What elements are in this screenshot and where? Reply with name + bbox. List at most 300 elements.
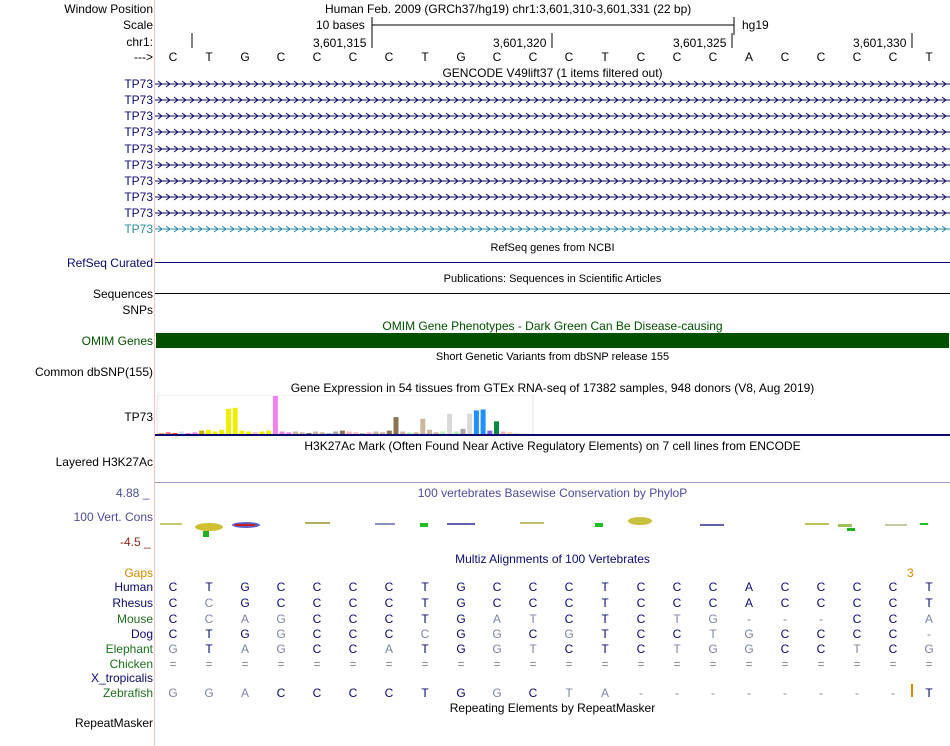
aligned-base: = xyxy=(421,657,429,671)
sequence-base: G xyxy=(240,50,250,64)
coord-ticks xyxy=(155,32,950,50)
aligned-base: G xyxy=(492,686,502,700)
aligned-base: = xyxy=(637,657,645,671)
aligned-base: C xyxy=(816,627,826,641)
species-label: Human xyxy=(114,580,153,594)
aligned-base: = xyxy=(817,657,825,671)
aligned-base: C xyxy=(384,596,394,610)
aligned-base: = xyxy=(241,657,249,671)
gencode-transcript-line[interactable] xyxy=(155,177,950,185)
repeatmasker-track-title[interactable]: Repeating Elements by RepeatMasker xyxy=(449,701,656,715)
aligned-base: = xyxy=(709,657,717,671)
gaps-label: Gaps xyxy=(124,566,153,580)
aligned-base: C xyxy=(312,627,322,641)
refseq-track-label[interactable]: RefSeq Curated xyxy=(66,256,153,270)
coord-label: 3,601,320 xyxy=(493,36,547,50)
aligned-base: C xyxy=(888,612,898,626)
aligned-base: T xyxy=(673,612,681,626)
aligned-base: T xyxy=(925,686,933,700)
gtex-track-title[interactable]: Gene Expression in 54 tissues from GTEx RNA-seq of 17382 samples, 948 donors (V8, Aug 2019) xyxy=(290,381,815,395)
h3k27ac-track-title[interactable]: H3K27Ac Mark (Often Found Near Active Regulatory Elements) on 7 cell lines from ENCODE xyxy=(304,439,801,453)
gtex-tissue-bar[interactable] xyxy=(487,431,492,434)
gencode-transcript-line[interactable] xyxy=(155,128,950,136)
aligned-base: = xyxy=(853,657,861,671)
gtex-tissue-bar[interactable] xyxy=(387,431,392,434)
gtex-tissue-bar[interactable] xyxy=(414,432,419,434)
species-label: Elephant xyxy=(105,642,153,656)
gencode-transcript-line[interactable] xyxy=(155,145,950,153)
aligned-base: G xyxy=(168,642,178,656)
aligned-base: C xyxy=(780,580,790,594)
gtex-tissue-bar[interactable] xyxy=(280,432,285,435)
gtex-tissue-bar[interactable] xyxy=(514,433,519,434)
aligned-base: T xyxy=(925,596,933,610)
species-label: Mouse xyxy=(116,612,153,626)
aligned-base: A xyxy=(492,612,501,626)
gtex-track-label[interactable]: TP73 xyxy=(124,410,153,424)
aligned-base: = xyxy=(745,657,753,671)
aligned-base: - xyxy=(783,612,787,626)
species-label: Chicken xyxy=(109,657,153,671)
gencode-transcript-label[interactable]: TP73 xyxy=(124,206,153,220)
aligned-base: C xyxy=(528,686,538,700)
aligned-base: = xyxy=(385,657,393,671)
gtex-tissue-bar[interactable] xyxy=(300,432,305,434)
dbsnp-track-label[interactable]: Common dbSNP(155) xyxy=(34,365,153,379)
aligned-base: - xyxy=(891,686,895,700)
sequence-base: C xyxy=(276,50,286,64)
sequence-base: C xyxy=(168,50,178,64)
gencode-transcript-line[interactable] xyxy=(155,225,950,233)
chrom-label: chr1: xyxy=(126,35,153,49)
aligned-base: C xyxy=(168,580,178,594)
aligned-base: T xyxy=(421,580,429,594)
aligned-base: - xyxy=(639,686,643,700)
assembly-label: hg19 xyxy=(742,18,769,32)
sequence-base: T xyxy=(205,50,213,64)
gtex-expression-chart[interactable] xyxy=(155,395,950,437)
aligned-base: G xyxy=(240,580,250,594)
h3k27ac-baseline xyxy=(155,482,950,483)
aligned-base: C xyxy=(276,596,286,610)
gencode-transcript-label[interactable]: TP73 xyxy=(124,190,153,204)
gtex-tissue-bar[interactable] xyxy=(233,408,238,434)
aligned-base: G xyxy=(456,596,466,610)
gtex-tissue-bar[interactable] xyxy=(219,430,224,434)
aligned-base: = xyxy=(925,657,933,671)
aligned-base: C xyxy=(672,627,682,641)
aligned-base: C xyxy=(672,596,682,610)
aligned-base: C xyxy=(816,596,826,610)
scale-value: 10 bases xyxy=(316,18,365,32)
window-position-value: Human Feb. 2009 (GRCh37/hg19) chr1:3,601,310-3,601,331 (22 bp) xyxy=(325,2,692,16)
aligned-base: C xyxy=(564,642,574,656)
aligned-base: - xyxy=(855,686,859,700)
aligned-base: C xyxy=(564,580,574,594)
snps-track-label[interactable]: SNPs xyxy=(122,303,153,317)
aligned-base: C xyxy=(348,627,358,641)
gencode-transcript-label[interactable]: TP73 xyxy=(124,142,153,156)
aligned-base: = xyxy=(493,657,501,671)
sequence-base: C xyxy=(816,50,826,64)
aligned-base: C xyxy=(168,627,178,641)
aligned-base: C xyxy=(888,642,898,656)
scale-label: Scale xyxy=(122,18,153,32)
gtex-tissue-bar[interactable] xyxy=(246,432,251,435)
gtex-tissue-bar[interactable] xyxy=(407,432,412,434)
coord-label: 3,601,315 xyxy=(313,36,367,50)
aligned-base: T xyxy=(421,642,429,656)
aligned-base: C xyxy=(636,627,646,641)
gtex-tissue-bar[interactable] xyxy=(461,429,466,434)
aligned-base: C xyxy=(312,642,322,656)
aligned-base: C xyxy=(348,686,358,700)
gtex-tissue-bar[interactable] xyxy=(266,431,271,434)
aligned-base: T xyxy=(709,627,717,641)
gencode-transcript-label[interactable]: TP73 xyxy=(124,93,153,107)
aligned-base: - xyxy=(819,686,823,700)
aligned-base: G xyxy=(204,686,214,700)
aligned-base: T xyxy=(565,686,573,700)
gtex-tissue-bar[interactable] xyxy=(373,432,378,435)
aligned-base: T xyxy=(529,612,537,626)
aligned-base: = xyxy=(565,657,573,671)
aligned-base: G xyxy=(456,612,466,626)
aligned-base: C xyxy=(852,612,862,626)
aligned-base: = xyxy=(349,657,357,671)
gap-insertion-marker xyxy=(911,684,913,697)
aligned-base: T xyxy=(601,627,609,641)
aligned-base: C xyxy=(636,642,646,656)
aligned-base: G xyxy=(456,580,466,594)
gtex-tissue-bar[interactable] xyxy=(394,417,399,434)
sequence-base: C xyxy=(708,50,718,64)
h3k27ac-track-label[interactable]: Layered H3K27Ac xyxy=(55,455,153,469)
gtex-tissue-bar[interactable] xyxy=(507,432,512,434)
sequence-base: T xyxy=(421,50,429,64)
aligned-base: G xyxy=(276,612,286,626)
aligned-base: C xyxy=(528,580,538,594)
gtex-tissue-bar[interactable] xyxy=(213,432,218,435)
sequence-base: A xyxy=(744,50,753,64)
aligned-base: T xyxy=(205,627,213,641)
species-label: X_tropicalis xyxy=(90,671,153,685)
aligned-base: C xyxy=(348,596,358,610)
aligned-base: G xyxy=(564,627,574,641)
aligned-base: G xyxy=(276,627,286,641)
aligned-base: G xyxy=(492,642,502,656)
aligned-base: C xyxy=(888,580,898,594)
aligned-base: T xyxy=(925,580,933,594)
gtex-tissue-bar[interactable] xyxy=(166,432,171,434)
dbsnp-track-title[interactable]: Short Genetic Variants from dbSNP release 155 xyxy=(435,351,670,363)
omim-track-title[interactable]: OMIM Gene Phenotypes - Dark Green Can Be Disease-causing xyxy=(382,319,723,333)
aligned-base: C xyxy=(852,627,862,641)
aligned-base: T xyxy=(529,642,537,656)
publications-track-title[interactable]: Publications: Sequences in Scientific Articles xyxy=(443,273,662,285)
gtex-tissue-bar[interactable] xyxy=(206,430,211,434)
gencode-transcript-label[interactable]: TP73 xyxy=(124,77,153,91)
aligned-base: A xyxy=(240,686,249,700)
aligned-base: C xyxy=(888,627,898,641)
aligned-base: T xyxy=(421,612,429,626)
sequence-base: C xyxy=(492,50,502,64)
aligned-base: C xyxy=(420,627,430,641)
phylop-max-label: 4.88 _ xyxy=(116,486,150,500)
aligned-base: - xyxy=(747,686,751,700)
aligned-base: C xyxy=(636,596,646,610)
omim-gene-bar[interactable] xyxy=(156,333,949,348)
aligned-base: G xyxy=(240,627,250,641)
species-label: Zebrafish xyxy=(102,686,153,700)
publications-line[interactable] xyxy=(155,293,950,294)
gtex-tissue-bar[interactable] xyxy=(380,432,385,434)
omim-track-label[interactable]: OMIM Genes xyxy=(81,334,153,348)
gtex-tissue-bar[interactable] xyxy=(253,432,258,434)
aligned-base: C xyxy=(636,612,646,626)
aligned-base: G xyxy=(708,612,718,626)
gencode-transcript-line[interactable] xyxy=(155,209,950,217)
aligned-base: G xyxy=(456,627,466,641)
aligned-base: C xyxy=(168,612,178,626)
gtex-tissue-bar[interactable] xyxy=(172,433,177,434)
sequence-base: C xyxy=(780,50,790,64)
aligned-base: T xyxy=(601,642,609,656)
gencode-transcript-line[interactable] xyxy=(155,161,950,169)
aligned-base: T xyxy=(601,612,609,626)
aligned-base: C xyxy=(852,580,862,594)
gtex-tissue-bar[interactable] xyxy=(420,419,425,434)
gencode-transcript-line[interactable] xyxy=(155,96,950,104)
aligned-base: T xyxy=(673,642,681,656)
gencode-transcript-label[interactable]: TP73 xyxy=(124,125,153,139)
aligned-base: T xyxy=(601,580,609,594)
aligned-base: C xyxy=(852,596,862,610)
aligned-base: C xyxy=(528,596,538,610)
aligned-base: A xyxy=(240,642,249,656)
aligned-base: C xyxy=(348,580,358,594)
gtex-tissue-bar[interactable] xyxy=(400,432,405,435)
repeatmasker-track-label[interactable]: RepeatMasker xyxy=(74,716,153,730)
aligned-base: = xyxy=(889,657,897,671)
aligned-base: C xyxy=(564,612,574,626)
sequences-track-label[interactable]: Sequences xyxy=(92,287,153,301)
refseq-gene-line[interactable] xyxy=(155,262,950,263)
species-label: Rhesus xyxy=(112,596,153,610)
aligned-base: - xyxy=(747,612,751,626)
sequence-base: C xyxy=(312,50,322,64)
sequence-base: T xyxy=(601,50,609,64)
aligned-base: C xyxy=(492,580,502,594)
aligned-base: T xyxy=(421,596,429,610)
gtex-tissue-bar[interactable] xyxy=(320,432,325,434)
aligned-base: C xyxy=(708,596,718,610)
aligned-base: - xyxy=(711,686,715,700)
gtex-tissue-bar[interactable] xyxy=(179,432,184,435)
gtex-tissue-bar[interactable] xyxy=(239,431,244,434)
gtex-tissue-bar[interactable] xyxy=(347,432,352,435)
phylop-track-title[interactable]: 100 vertebrates Basewise Conservation by PhyloP xyxy=(417,486,688,500)
aligned-base: C xyxy=(816,580,826,594)
phylop-track-label[interactable]: 100 Vert. Cons xyxy=(73,510,153,524)
gtex-tissue-bar[interactable] xyxy=(440,432,445,435)
aligned-base: C xyxy=(276,686,286,700)
aligned-base: C xyxy=(276,580,286,594)
gtex-tissue-bar[interactable] xyxy=(340,431,345,434)
gtex-tissue-bar[interactable] xyxy=(226,409,231,434)
aligned-base: G xyxy=(492,627,502,641)
aligned-base: T xyxy=(601,596,609,610)
aligned-base: A xyxy=(600,686,609,700)
aligned-base: C xyxy=(384,612,394,626)
gencode-transcript-line[interactable] xyxy=(155,193,950,201)
coord-label: 3,601,325 xyxy=(673,36,727,50)
aligned-base: C xyxy=(780,642,790,656)
aligned-base: C xyxy=(384,627,394,641)
aligned-base: G xyxy=(456,686,466,700)
aligned-base: = xyxy=(205,657,213,671)
aligned-base: C xyxy=(348,612,358,626)
aligned-base: = xyxy=(673,657,681,671)
gtex-tissue-bar[interactable] xyxy=(327,433,332,434)
sequence-base: C xyxy=(852,50,862,64)
aligned-base: T xyxy=(205,580,213,594)
gencode-transcript-label[interactable]: TP73 xyxy=(124,174,153,188)
aligned-base: C xyxy=(780,627,790,641)
strand-arrow-label: ---> xyxy=(134,50,153,64)
aligned-base: C xyxy=(312,596,322,610)
refseq-track-title[interactable]: RefSeq genes from NCBI xyxy=(490,242,615,254)
aligned-base: A xyxy=(924,612,933,626)
sequence-base: C xyxy=(888,50,898,64)
gtex-tissue-bar[interactable] xyxy=(447,414,452,434)
gtex-tissue-bar[interactable] xyxy=(186,433,191,434)
sequence-base: C xyxy=(636,50,646,64)
aligned-base: = xyxy=(529,657,537,671)
gtex-tissue-bar[interactable] xyxy=(474,410,479,434)
gap-count: 3 xyxy=(907,566,914,580)
gtex-tissue-bar[interactable] xyxy=(333,432,338,435)
aligned-base: C xyxy=(780,596,790,610)
gtex-tissue-bar[interactable] xyxy=(293,432,298,435)
aligned-base: = xyxy=(457,657,465,671)
aligned-base: G xyxy=(456,642,466,656)
sequence-base: C xyxy=(564,50,574,64)
gtex-tissue-bar[interactable] xyxy=(481,410,486,435)
aligned-base: C xyxy=(672,580,682,594)
aligned-base: A xyxy=(384,642,393,656)
aligned-base: = xyxy=(169,657,177,671)
aligned-base: C xyxy=(168,596,178,610)
aligned-base: G xyxy=(744,642,754,656)
aligned-base: - xyxy=(819,612,823,626)
gtex-tissue-bar[interactable] xyxy=(360,433,365,434)
gtex-tissue-bar[interactable] xyxy=(454,432,459,435)
coord-label: 3,601,330 xyxy=(853,36,907,50)
aligned-base: G xyxy=(168,686,178,700)
aligned-base: C xyxy=(384,580,394,594)
gtex-tissue-bar[interactable] xyxy=(306,433,311,434)
aligned-base: C xyxy=(312,580,322,594)
aligned-base: C xyxy=(816,642,826,656)
aligned-base: A xyxy=(240,612,249,626)
aligned-base: C xyxy=(348,642,358,656)
gencode-transcript-label[interactable]: TP73 xyxy=(124,109,153,123)
aligned-base: T xyxy=(853,642,861,656)
phylop-min-label: -4.5 _ xyxy=(120,535,151,549)
aligned-base: T xyxy=(421,686,429,700)
multiz-track-title[interactable]: Multiz Alignments of 100 Vertebrates xyxy=(455,552,650,566)
aligned-base: C xyxy=(312,686,322,700)
gtex-tissue-bar[interactable] xyxy=(273,396,278,434)
aligned-base: G xyxy=(708,642,718,656)
aligned-base: C xyxy=(204,596,214,610)
aligned-base: G xyxy=(744,627,754,641)
sequence-base: T xyxy=(925,50,933,64)
gencode-transcript-label[interactable]: TP73 xyxy=(124,222,153,236)
gtex-tissue-bar[interactable] xyxy=(467,414,472,434)
aligned-base: C xyxy=(492,596,502,610)
aligned-base: A xyxy=(744,596,753,610)
aligned-base: C xyxy=(888,596,898,610)
aligned-base: A xyxy=(744,580,753,594)
aligned-base: = xyxy=(781,657,789,671)
gtex-tissue-bar[interactable] xyxy=(260,432,265,435)
phylop-conservation-plot[interactable] xyxy=(155,512,950,542)
aligned-base: - xyxy=(675,686,679,700)
gencode-transcript-label[interactable]: TP73 xyxy=(124,158,153,172)
aligned-base: G xyxy=(276,642,286,656)
gencode-transcript-line[interactable] xyxy=(155,80,950,88)
aligned-base: C xyxy=(204,612,214,626)
aligned-base: C xyxy=(564,596,574,610)
aligned-base: C xyxy=(384,686,394,700)
gtex-tissue-bar[interactable] xyxy=(199,431,204,434)
gtex-tissue-bar[interactable] xyxy=(193,432,198,434)
gencode-track-title[interactable]: GENCODE V49lift37 (1 items filtered out) xyxy=(442,66,663,80)
window-position-label: Window Position xyxy=(64,2,153,16)
aligned-base: C xyxy=(312,612,322,626)
sequence-base: C xyxy=(348,50,358,64)
sequence-base: G xyxy=(456,50,466,64)
aligned-base: - xyxy=(927,627,931,641)
sequence-base: C xyxy=(528,50,538,64)
sequence-base: C xyxy=(384,50,394,64)
gencode-transcript-line[interactable] xyxy=(155,112,950,120)
aligned-base: = xyxy=(277,657,285,671)
aligned-base: T xyxy=(205,642,213,656)
aligned-base: C xyxy=(528,627,538,641)
aligned-base: G xyxy=(924,642,934,656)
gtex-tissue-bar[interactable] xyxy=(367,432,372,434)
gtex-tissue-bar[interactable] xyxy=(159,433,164,434)
gtex-tissue-bar[interactable] xyxy=(313,432,318,435)
gtex-tissue-bar[interactable] xyxy=(286,432,291,434)
aligned-base: C xyxy=(636,580,646,594)
sequence-base: C xyxy=(672,50,682,64)
aligned-base: - xyxy=(783,686,787,700)
aligned-base: = xyxy=(601,657,609,671)
aligned-base: = xyxy=(313,657,321,671)
gtex-tissue-bar[interactable] xyxy=(501,432,506,435)
aligned-base: G xyxy=(240,596,250,610)
gtex-tissue-bar[interactable] xyxy=(353,432,358,434)
aligned-base: C xyxy=(708,580,718,594)
gtex-tissue-bar[interactable] xyxy=(494,421,499,434)
gtex-tissue-bar[interactable] xyxy=(427,430,432,434)
species-label: Dog xyxy=(130,627,153,641)
gtex-tissue-bar[interactable] xyxy=(434,432,439,434)
